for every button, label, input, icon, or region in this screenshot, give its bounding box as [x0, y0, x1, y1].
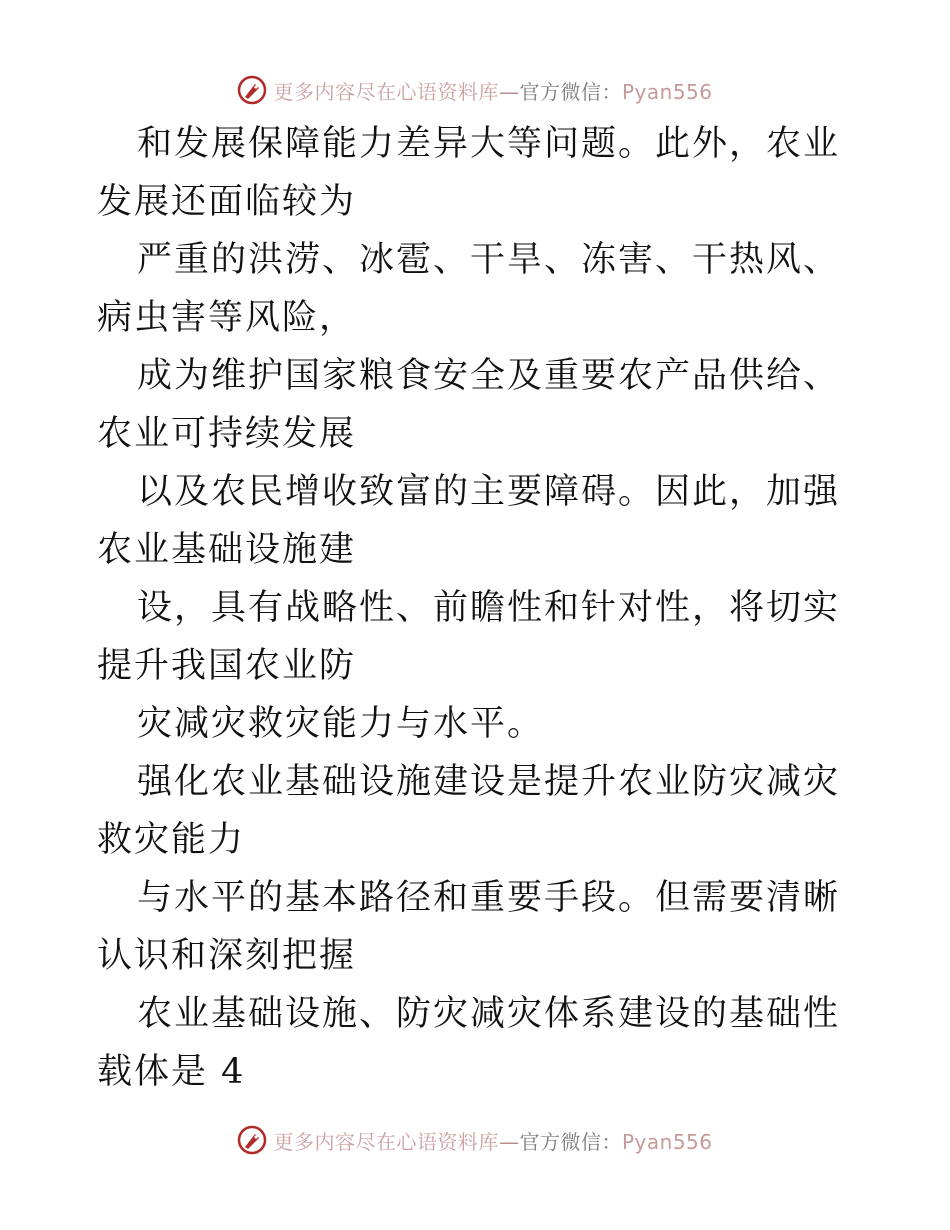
paragraph: 强化农业基础设施建设是提升农业防灾减灾救灾能力	[97, 762, 841, 860]
pen-nib-logo-icon	[237, 75, 267, 105]
watermark-text: 更多内容尽在心语资料库—官方微信：Pyan556	[273, 79, 713, 104]
header-watermark	[0, 70, 950, 110]
paragraph: 成为维护国家粮食安全及重要农产品供给、农业可持续发展	[97, 356, 841, 454]
paragraph: 和发展保障能力差异大等问题。此外，农业发展还面临较为	[97, 124, 841, 222]
body-text	[97, 115, 857, 1101]
paragraph: 以及农民增收致富的主要障碍。因此，加强农业基础设施建	[97, 472, 841, 570]
footer-watermark	[0, 1120, 950, 1160]
paragraph: 设，具有战略性、前瞻性和针对性，将切实提升我国农业防	[97, 588, 841, 686]
pen-nib-logo-icon	[237, 1125, 267, 1155]
paragraph: 灾减灾救灾能力与水平。	[137, 704, 545, 744]
paragraph: 农业基础设施、防灾减灾体系建设的基础性载体是 4	[97, 994, 841, 1092]
paragraph: 与水平的基本路径和重要手段。但需要清晰认识和深刻把握	[97, 878, 841, 976]
paragraph: 严重的洪涝、冰雹、干旱、冻害、干热风、病虫害等风险，	[97, 240, 841, 338]
watermark-text: 更多内容尽在心语资料库—官方微信：Pyan556	[273, 1129, 713, 1154]
